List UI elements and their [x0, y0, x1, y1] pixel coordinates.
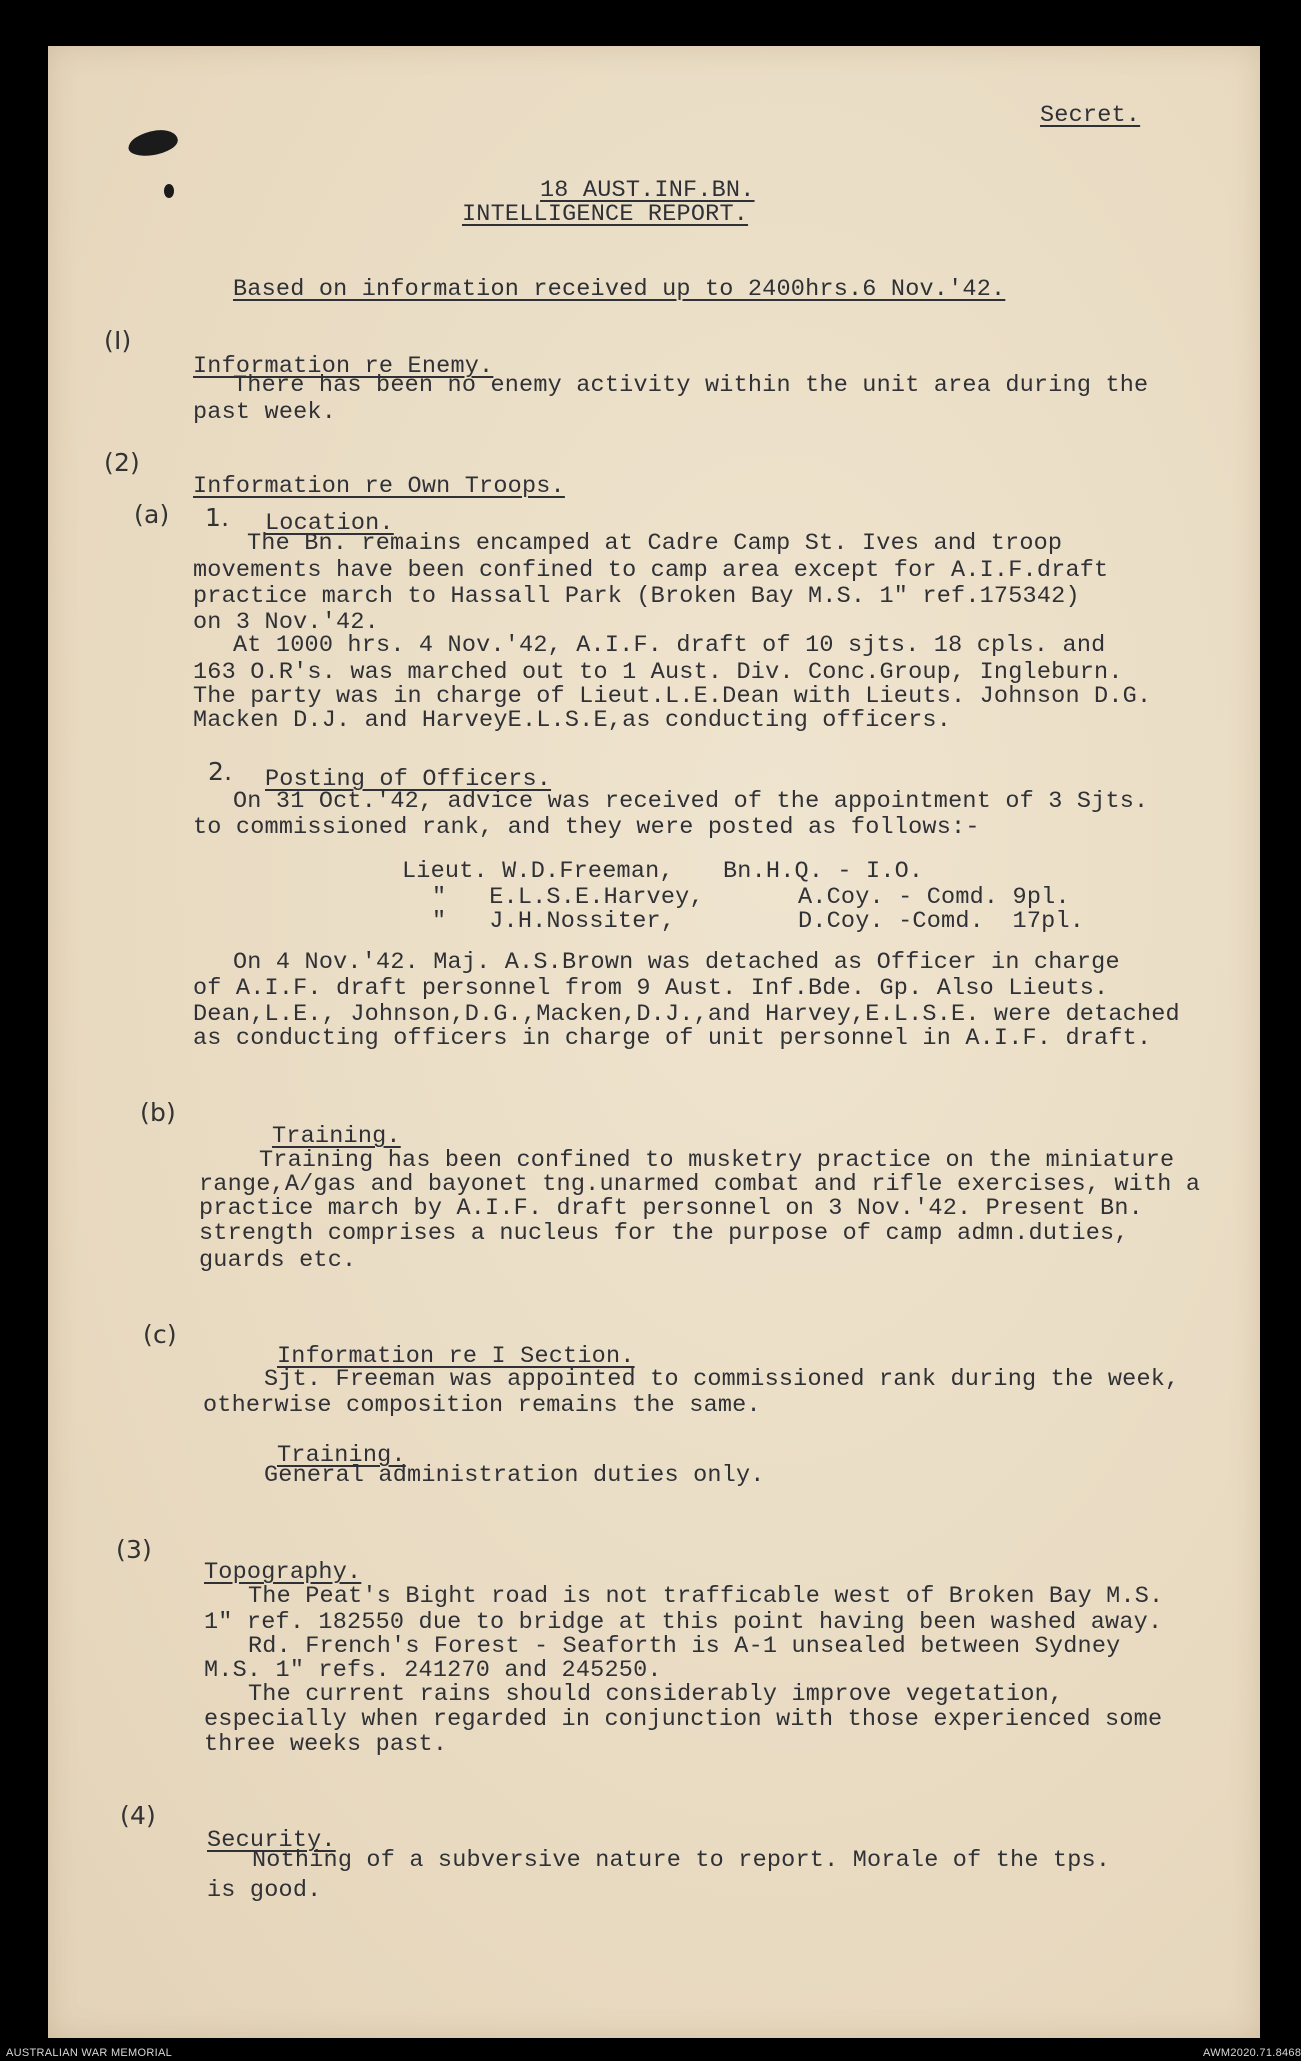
training-title: Training. [272, 1123, 401, 1150]
section-1-number: (I) [104, 326, 132, 355]
location-line-2: movements have been confined to camp area except for A.I.F.draft [193, 557, 1109, 584]
i-section-title: Information re I Section. [277, 1343, 635, 1370]
punch-hole [127, 128, 180, 159]
section-4-number: (4) [120, 1801, 157, 1830]
section-4-title: Security. [207, 1827, 336, 1854]
section-3-line-5: The current rains should considerably improve vegetation, [248, 1681, 1064, 1708]
posting-title: Posting of Officers. [265, 766, 552, 793]
i-section-line-1: Sjt. Freeman was appointed to commissioned rank during the week, [264, 1366, 1180, 1393]
posting-number: 2. [208, 757, 233, 786]
section-3-line-7: three weeks past. [204, 1731, 448, 1758]
posting-name-1: Lieut. W.D.Freeman, [402, 858, 674, 885]
detach-line-4: as conducting officers in charge of unit personnel in A.I.F. draft. [193, 1025, 1152, 1052]
section-3-line-6: especially when regarded in conjunction with those experienced some [204, 1706, 1163, 1733]
posting-name-3: " J.H.Nossiter, [432, 908, 676, 935]
location-title: Location. [265, 510, 394, 537]
i-section-training-line: General administration duties only. [264, 1462, 765, 1489]
i-section-line-2: otherwise composition remains the same. [203, 1392, 761, 1419]
section-3-line-4: M.S. 1" refs. 241270 and 245250. [204, 1657, 662, 1684]
section-3-line-3: Rd. French's Forest - Seaforth is A-1 unsealed between Sydney [248, 1633, 1121, 1660]
section-4-line-2: is good. [207, 1877, 322, 1904]
posting-line-2: to commissioned rank, and they were posted as follows:- [193, 814, 980, 841]
heading-title: INTELLIGENCE REPORT. [462, 201, 749, 228]
section-3-line-1: The Peat's Bight road is not trafficable west of Broken Bay M.S. [248, 1583, 1164, 1610]
punch-hole-small [164, 184, 174, 198]
subsection-a-mark: (a) [134, 500, 170, 529]
location-line-1: The Bn. remains encamped at Cadre Camp St. Ives and troop [247, 530, 1063, 557]
archive-credit: AUSTRALIAN WAR MEMORIAL [6, 2047, 173, 2059]
section-4-line-1: Nothing of a subversive nature to report. Morale of the tps. [252, 1847, 1111, 1874]
i-section-training-title: Training. [277, 1442, 406, 1469]
training-line-1: Training has been confined to musketry practice on the miniature [259, 1147, 1175, 1174]
archive-reference: AWM2020.71.8468 [1203, 2047, 1301, 2059]
training-line-2: range,A/gas and bayonet tng.unarmed combat and rifle exercises, with a [199, 1171, 1201, 1198]
section-1-title: Information re Enemy. [193, 353, 494, 380]
training-line-4: strength comprises a nucleus for the purpose of camp admn.duties, [199, 1220, 1129, 1247]
subsection-b-mark: (b) [140, 1098, 176, 1127]
location-line-3: practice march to Hassall Park (Broken Bay M.S. 1" ref.175342) [193, 583, 1080, 610]
posting-line-1: On 31 Oct.'42, advice was received of the appointment of 3 Sjts. [233, 788, 1149, 815]
subsection-c-mark: (c) [143, 1320, 177, 1349]
detach-line-2: of A.I.F. draft personnel from 9 Aust. Inf.Bde. Gp. Also Lieuts. [193, 975, 1109, 1002]
section-2-title: Information re Own Troops. [193, 473, 565, 500]
section-1-line-1: There has been no enemy activity within the unit area during the [233, 372, 1149, 399]
detach-line-1: On 4 Nov.'42. Maj. A.S.Brown was detached as Officer in charge [233, 949, 1120, 976]
section-3-title: Topography. [204, 1559, 362, 1586]
classification-label: Secret. [1040, 102, 1141, 129]
posting-unit-3: D.Coy. -Comd. 17pl. [798, 908, 1085, 935]
section-1-line-2: past week. [193, 399, 337, 426]
location-number: 1. [205, 503, 230, 532]
posting-unit-1: Bn.H.Q. - I.O. [723, 858, 924, 885]
report-basis: Based on information received up to 2400hrs.6 Nov.'42. [233, 276, 1006, 303]
location-line-6: 163 O.R's. was marched out to 1 Aust. Div. Conc.Group, Ingleburn. [193, 659, 1123, 686]
section-2-number: (2) [104, 448, 141, 477]
posting-name-2: " E.L.S.E.Harvey, [432, 884, 704, 911]
section-3-number: (3) [116, 1535, 153, 1564]
location-line-5: At 1000 hrs. 4 Nov.'42, A.I.F. draft of 10 sjts. 18 cpls. and [233, 632, 1106, 659]
posting-unit-2: A.Coy. - Comd. 9pl. [798, 884, 1070, 911]
location-line-7: The party was in charge of Lieut.L.E.Dean with Lieuts. Johnson D.G. [193, 683, 1152, 710]
detach-line-3: Dean,L.E., Johnson,D.G.,Macken,D.J.,and Harvey,E.L.S.E. were detached [193, 1001, 1180, 1028]
heading-unit: 18 AUST.INF.BN. [540, 177, 755, 204]
training-line-5: guards etc. [199, 1247, 357, 1274]
section-3-line-2: 1" ref. 182550 due to bridge at this point having been washed away. [204, 1609, 1163, 1636]
training-line-3: practice march by A.I.F. draft personnel on 3 Nov.'42. Present Bn. [199, 1195, 1143, 1222]
location-line-4: on 3 Nov.'42. [193, 609, 379, 636]
location-line-8: Macken D.J. and HarveyE.L.S.E,as conducting officers. [193, 707, 952, 734]
